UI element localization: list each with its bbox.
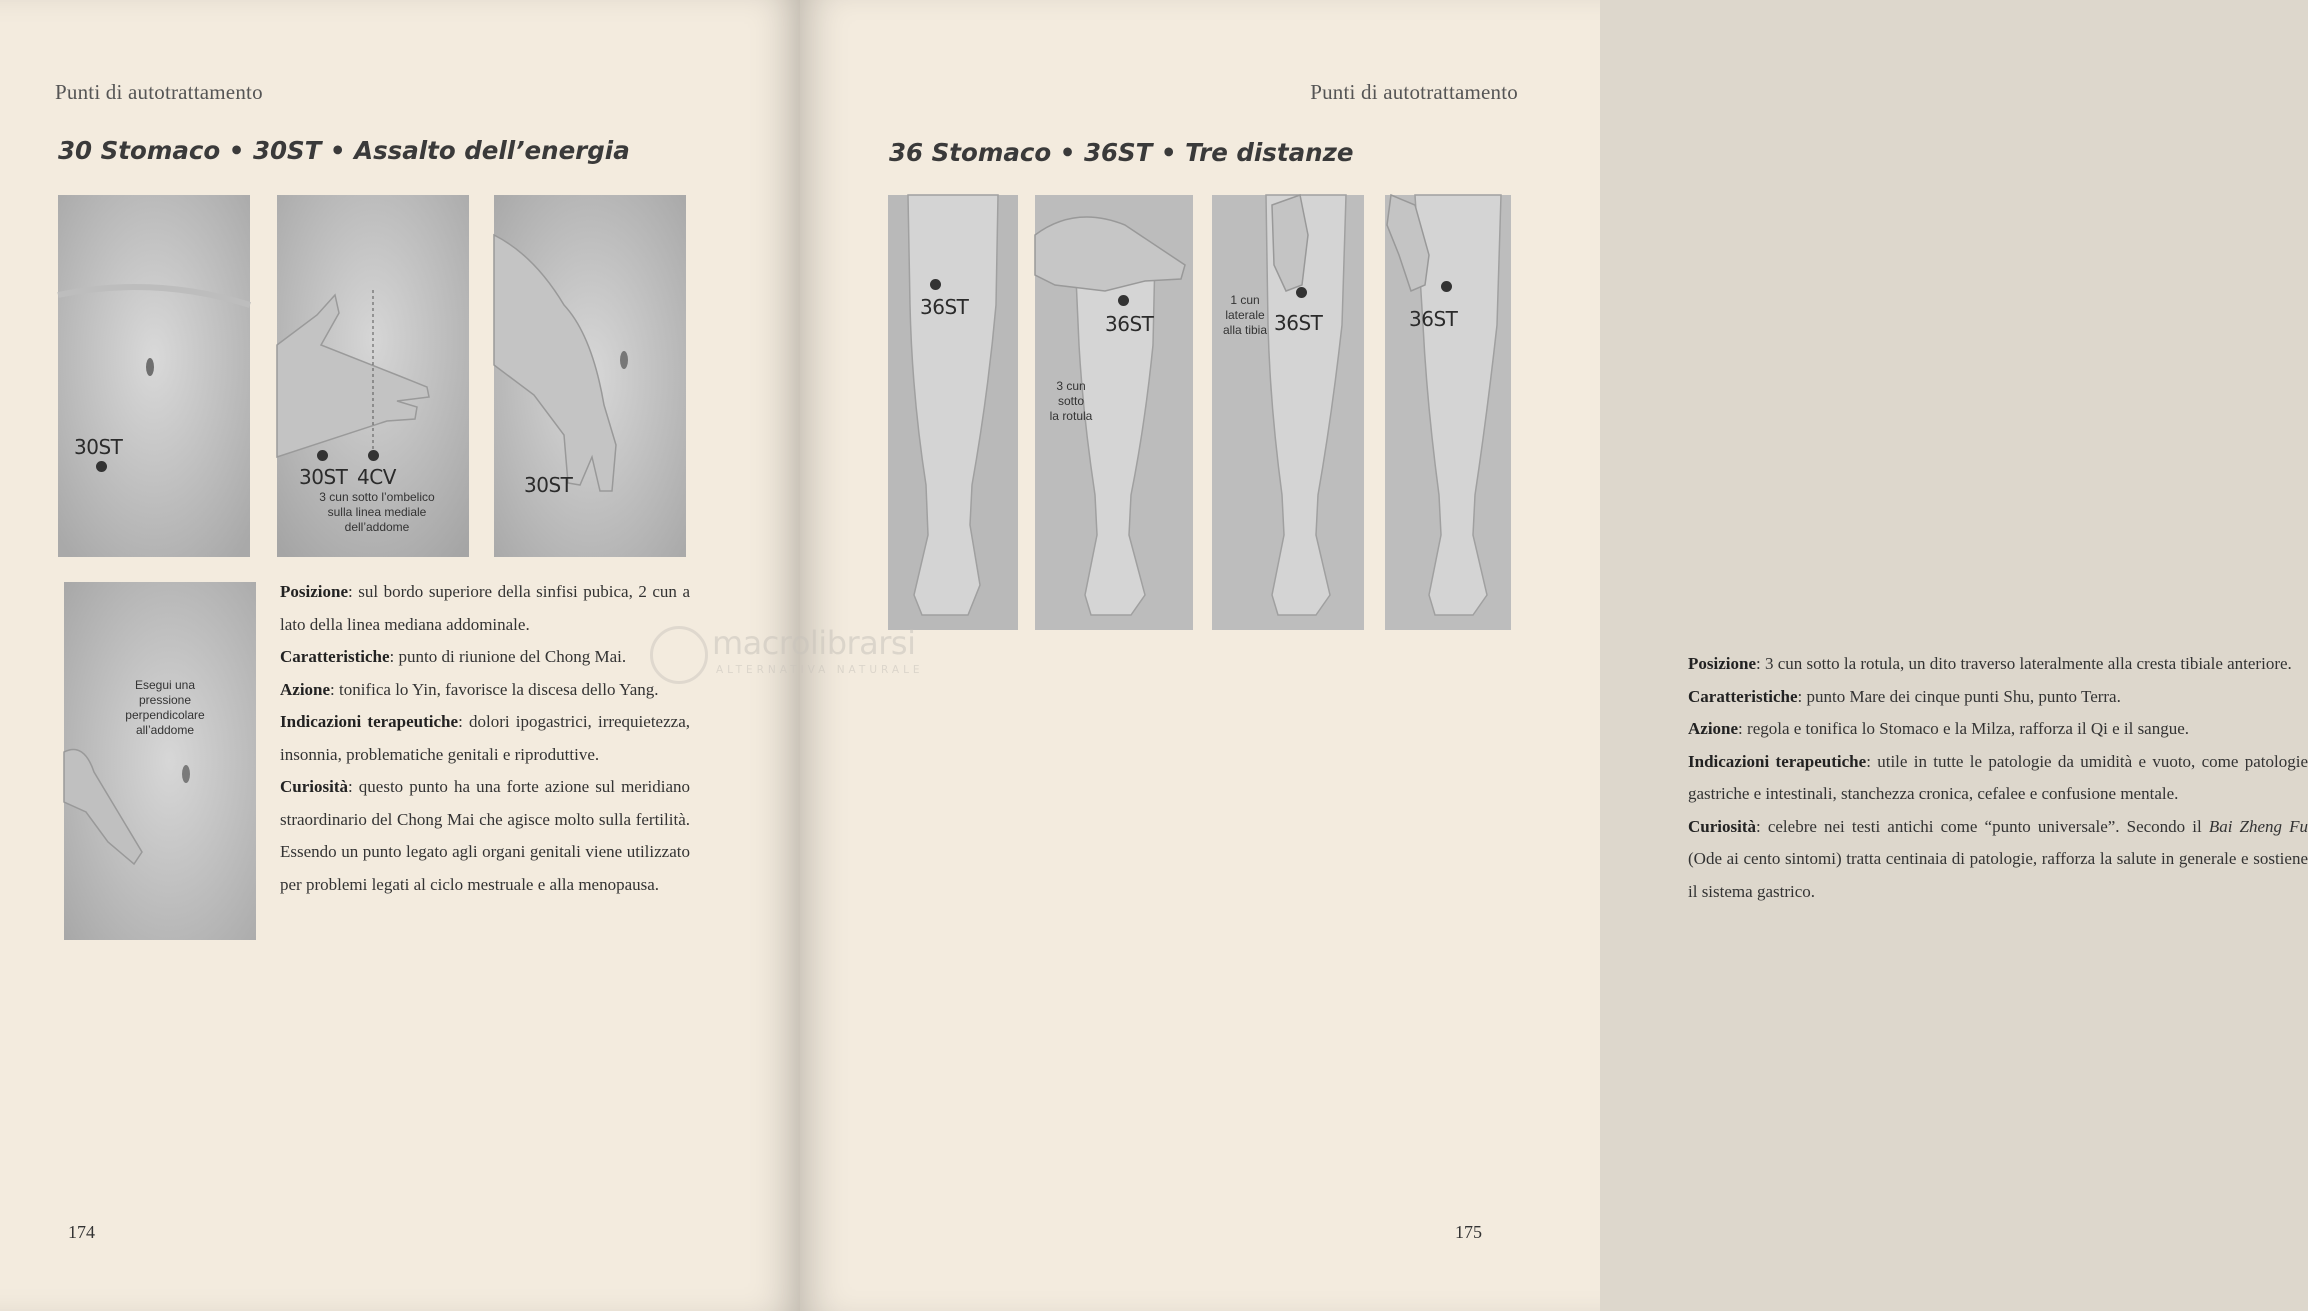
section-posizione: Posizione: 3 cun sotto la rotula, un dito traverso lateralmente alla cresta tibiale anteriore. (1688, 654, 2292, 673)
section-caratteristiche: Caratteristiche: punto di riunione del Chong Mai. (280, 647, 627, 666)
point-label: 30ST (74, 435, 123, 459)
point-label: 36ST (1105, 312, 1154, 336)
section-text: punto di riunione del Chong Mai. (398, 647, 627, 666)
page-number: 174 (68, 1222, 95, 1242)
section-azione: Azione: tonifica lo Yin, favorisce la discesa dello Yang. (280, 679, 659, 699)
section-label: Indicazioni terapeutiche (280, 712, 459, 731)
section-label: Indicazioni terapeutiche (1688, 751, 1867, 771)
section-text: questo punto ha una forte azione sul meridiano straordinario del Chong Mai che agisce molto sulla fertilità. Essendo un punto legato agli organi genitali viene utilizzato per problemi legati al ciclo mestruale e alla menopausa. (280, 777, 690, 894)
acupoint-dot (1118, 295, 1129, 306)
watermark (650, 624, 980, 688)
acupoint-dot (930, 279, 941, 290)
point-label: 4CV (357, 465, 396, 489)
photo-leg-hand-on-knee (1035, 195, 1193, 630)
point-note: 3 cun sotto l’ombelico sulla linea mediale dell’addome (319, 490, 435, 534)
acupoint-dot (317, 450, 328, 461)
running-head: Punti di autotrattamento (1310, 80, 1518, 104)
section-label: Caratteristiche (280, 647, 390, 666)
point-label: 36ST (1409, 307, 1458, 331)
point-title: 30 Stomaco • 30ST • Assalto dell’energia (58, 136, 630, 165)
leaf-check-icon (650, 626, 708, 684)
section-text: utile in tutte le patologie da umidità e vuoto, come patologie gastriche e intestinali, stanchezza cronica, cefalee e confusione mentale. (1688, 751, 2308, 803)
section-text: sul bordo superiore della sinfisi pubica, 2 cun a lato della linea mediana addominale. (280, 582, 690, 634)
acupoint-dot (368, 450, 379, 461)
section-text: (Ode ai cento sintomi) tratta centinaia di patologie, rafforza la salute in generale e sostiene il sistema gastrico. (1688, 849, 2308, 901)
point-label: 36ST (920, 295, 969, 319)
section-label: Posizione (280, 582, 348, 601)
description-text (280, 576, 690, 901)
leg-image (888, 195, 1018, 630)
watermark-tagline: ALTERNATIVA NATURALE (716, 664, 924, 676)
section-label: Posizione (1688, 654, 1756, 673)
section-posizione: Posizione: sul bordo superiore della sinfisi pubica, 2 cun a lato della linea mediana addominale. (280, 582, 690, 634)
description-text (1688, 648, 2308, 908)
leg-image (1212, 195, 1364, 630)
photo-leg-front (888, 195, 1018, 630)
section-azione: Azione: regola e tonifica lo Stomaco e la Milza, rafforza il Qi e il sangue. (1688, 719, 2190, 738)
running-head: Punti di autotrattamento (55, 80, 263, 104)
point-label: 30ST (299, 465, 348, 489)
photo-hand-measure (277, 195, 469, 557)
photo-finger-press (494, 195, 686, 557)
section-text: 3 cun sotto la rotula, un dito traverso lateralmente alla cresta tibiale anteriore. (1764, 654, 2292, 673)
section-caratteristiche: Caratteristiche: punto Mare dei cinque punti Shu, punto Terra. (1688, 686, 2121, 706)
photo-abdomen-image (58, 195, 250, 557)
section-text: tonifica lo Yin, favorisce la discesa dello Yang. (339, 679, 659, 699)
section-text: punto Mare dei cinque punti Shu, punto Terra. (1806, 686, 2121, 706)
acupoint-dot (1441, 281, 1452, 292)
acupoint-dot (96, 461, 107, 472)
watermark-name: macrolibrarsi (712, 624, 916, 662)
section-indicazioni: Indicazioni terapeutiche: dolori ipogastrici, irrequietezza, insonnia, problematiche genitali e riproduttive. (280, 712, 690, 764)
point-note: Esegui una pressione perpendicolare all’addome (125, 678, 205, 737)
section-curiosita: Curiosità: questo punto ha una forte azione sul meridiano straordinario del Chong Mai che agisce molto sulla fertilità. Essendo un punto legato agli organi genitali viene utilizzato per problemi legati al ciclo mestruale e alla menopausa. (280, 777, 690, 894)
photo-leg-lateral-tibia (1212, 195, 1364, 630)
section-label: Caratteristiche (1688, 686, 1798, 706)
photo-perpendicular-pressure (64, 582, 256, 940)
section-label: Azione (1688, 719, 1739, 738)
point-note: 1 cun laterale alla tibia (1222, 293, 1268, 337)
acupoint-dot (1296, 287, 1307, 298)
work-title: Bai Zheng Fu (2208, 816, 2308, 836)
section-indicazioni: Indicazioni terapeutiche: utile in tutte le patologie da umidità e vuoto, come patologie gastriche e intestinali, stanchezza cronica, cefalee e confusione mentale. (1688, 751, 2308, 803)
photo-finger-press-image (494, 195, 686, 557)
section-label: Curiosità (1688, 816, 1756, 836)
section-text: celebre nei testi antichi come “punto universale”. Secondo il (1767, 816, 2209, 836)
point-label: 36ST (1274, 311, 1323, 335)
section-curiosita: Curiosità: celebre nei testi antichi come “punto universale”. Secondo il Bai Zheng Fu (Ode ai cento sintomi) tratta centinaia di patologie, rafforza la salute in generale e sostiene il sistema gastrico. (1688, 816, 2308, 901)
point-note: 3 cun sotto la rotula (1049, 379, 1093, 423)
photo-abdomen (58, 195, 250, 557)
section-label: Azione (280, 679, 331, 699)
section-text: regola e tonifica lo Stomaco e la Milza, rafforza il Qi e il sangue. (1747, 719, 2190, 738)
photo-leg-finger-press (1385, 195, 1511, 630)
section-text: dolori ipogastrici, irrequietezza, insonnia, problematiche genitali e riproduttive. (280, 712, 690, 764)
photo-perpendicular-pressure-image (64, 582, 256, 940)
page-number: 175 (1455, 1222, 1482, 1242)
point-label: 30ST (524, 473, 573, 497)
leg-image (1385, 195, 1511, 630)
section-label: Curiosità (280, 777, 348, 796)
point-title: 36 Stomaco • 36ST • Tre distanze (889, 138, 1354, 167)
